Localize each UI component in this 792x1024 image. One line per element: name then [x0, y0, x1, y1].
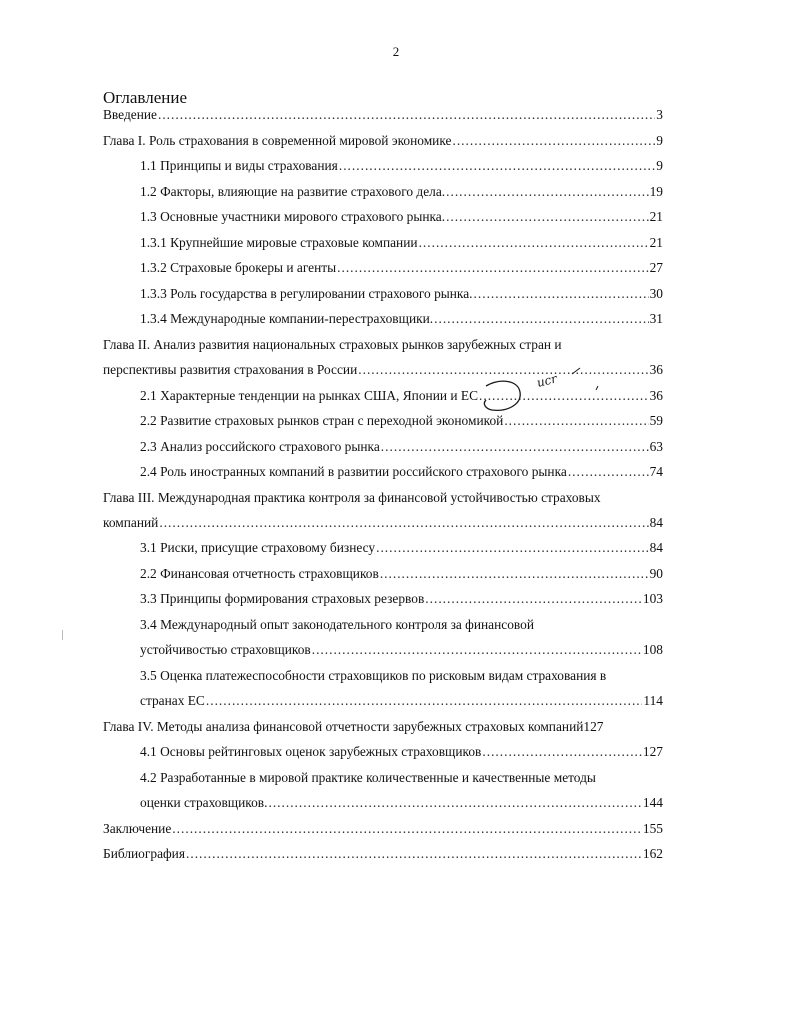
toc-entry-title: оценки страховщиков. [140, 795, 268, 810]
toc-entry-3-1[interactable] [140, 539, 663, 557]
toc-entry-page: 84 [649, 540, 663, 555]
toc-entry-title: Глава IV. Методы анализа финансовой отчетности зарубежных страховых компаний [103, 719, 584, 734]
toc-entry-1-2[interactable] [140, 183, 663, 201]
toc-entry-page: 19 [649, 184, 663, 199]
dot-leader [446, 208, 649, 226]
toc-entry-title: компаний [103, 515, 159, 530]
dot-leader [186, 845, 642, 863]
toc-entry-1-3-2[interactable] [140, 259, 663, 277]
toc-entry-chapter-3[interactable] [103, 514, 663, 532]
toc-entry-page: 90 [649, 566, 663, 581]
toc-entry-page: 9 [656, 158, 663, 173]
toc-entry-3-4[interactable] [140, 641, 663, 659]
toc-entry-page: 127 [642, 744, 663, 759]
toc-entry-1-3-4[interactable] [140, 310, 663, 328]
dot-leader [446, 183, 648, 201]
toc-entry-chapter-2[interactable] [103, 361, 663, 379]
toc-entry-page: 3 [656, 107, 663, 122]
toc-entry-1-3-3[interactable] [140, 285, 663, 303]
toc-entry-conclusion[interactable] [103, 820, 663, 838]
toc-entry-title: Введение [103, 107, 157, 122]
margin-mark [62, 630, 63, 640]
toc-entry-title: 2.2 Финансовая отчетность страховщиков [140, 566, 379, 581]
toc-entry-title: 1.3.1 Крупнейшие мировые страховые компании [140, 235, 418, 250]
toc-entry-title: Заключение [103, 821, 172, 836]
toc-entry-title: 1.3.4 Международные компании-перестраховщики. [140, 311, 434, 326]
toc-entry-page: 74 [649, 464, 663, 479]
toc-entry-page: 162 [642, 846, 663, 861]
toc-entry-4-1[interactable] [140, 743, 663, 761]
toc-entry-page: 127 [583, 719, 604, 734]
toc-entry-title: 2.4 Роль иностранных компаний в развитии российского страхового рынка [140, 464, 567, 479]
toc-entry-2-3[interactable] [140, 438, 663, 456]
toc-entry-title: странах ЕС [140, 693, 205, 708]
toc-entry-chapter-2-line1[interactable]: Глава II. Анализ развития национальных страховых рынков зарубежных стран и [103, 337, 562, 352]
toc-entry-title: 1.3.2 Страховые брокеры и агенты [140, 260, 337, 275]
dot-leader [358, 361, 648, 379]
toc-entry-3-2[interactable] [140, 565, 663, 583]
toc-entry-title: 2.2 Развитие страховых рынков стран с переходной экономикой [140, 413, 504, 428]
toc-entry-page: 21 [649, 235, 663, 250]
handwritten-note: ucr [535, 371, 559, 390]
toc-entry-page: 36 [649, 388, 663, 403]
toc-entry-title: 3.3 Принципы формирования страховых резервов [140, 591, 425, 606]
toc-entry-page: 59 [649, 413, 663, 428]
toc-entry-2-1[interactable] [140, 387, 663, 405]
toc-entry-title: 1.3 Основные участники мирового страхового рынка. [140, 209, 446, 224]
toc-entry-chapter-1[interactable] [103, 132, 663, 150]
page-number: 2 [392, 44, 400, 59]
toc-entry-title: 2.3 Анализ российского страхового рынка [140, 439, 380, 454]
toc-entry-1-1[interactable] [140, 157, 663, 175]
dot-leader [158, 106, 655, 124]
toc-entry-chapter-3-line1[interactable]: Глава III. Международная практика контроля за финансовой устойчивостью страховых [103, 490, 601, 505]
toc-entry-page: 103 [642, 591, 663, 606]
toc-entry-3-4-line1[interactable]: 3.4 Международный опыт законодательного контроля за финансовой [140, 617, 535, 632]
dot-leader [206, 692, 643, 710]
toc-entry-page: 144 [642, 795, 663, 810]
dot-leader [376, 539, 649, 557]
dot-leader [482, 743, 642, 761]
dot-leader [381, 438, 649, 456]
toc-entry-introduction[interactable] [103, 106, 663, 124]
dot-leader [172, 820, 642, 838]
toc-entry-page: 36 [649, 362, 663, 377]
toc-entry-title: 1.3.3 Роль государства в регулировании страхового рынка. [140, 286, 473, 301]
toc-entry-page: 63 [649, 439, 663, 454]
dot-leader [380, 565, 649, 583]
toc-entry-page: 108 [642, 642, 663, 657]
toc-entry-bibliography[interactable] [103, 845, 663, 863]
dot-leader [568, 463, 649, 481]
dot-leader [504, 412, 648, 430]
toc-entry-3-3[interactable] [140, 590, 663, 608]
dot-leader [339, 157, 655, 175]
toc-entry-title: 3.1 Риски, присущие страховому бизнесу [140, 540, 376, 555]
toc-entry-1-3[interactable] [140, 208, 663, 226]
toc-entry-title: 2.1 Характерные тенденции на рынках США, Японии и ЕС [140, 388, 479, 403]
dot-leader [452, 132, 655, 150]
dot-leader [425, 590, 642, 608]
dot-leader [337, 259, 648, 277]
dot-leader [434, 310, 648, 328]
toc-entry-page: 84 [649, 515, 663, 530]
toc-entry-page: 9 [656, 133, 663, 148]
toc-entry-page: 114 [643, 693, 663, 708]
dot-leader [312, 641, 642, 659]
toc-entry-3-5[interactable] [140, 692, 663, 710]
toc-entry-page: 21 [649, 209, 663, 224]
toc-entry-page: 30 [649, 286, 663, 301]
toc-entry-1-3-1[interactable] [140, 234, 663, 252]
toc-entry-title: перспективы развития страхования в России [103, 362, 358, 377]
dot-leader [479, 387, 649, 405]
toc-entry-page: 31 [649, 311, 663, 326]
toc-entry-4-2-line1[interactable]: 4.2 Разработанные в мировой практике количественные и качественные методы [140, 770, 596, 785]
toc-entry-title: 1.2 Факторы, влияющие на развитие страхового дела. [140, 184, 446, 199]
toc-entry-chapter-4[interactable] [103, 718, 663, 736]
toc-entry-4-2[interactable] [140, 794, 663, 812]
toc-entry-title: Библиография [103, 846, 186, 861]
dot-leader [159, 514, 648, 532]
toc-entry-title: 4.1 Основы рейтинговых оценок зарубежных страховщиков [140, 744, 482, 759]
toc-entry-title: Глава I. Роль страхования в современной мировой экономике [103, 133, 452, 148]
toc-entry-2-4[interactable] [140, 463, 663, 481]
toc-entry-page: 155 [642, 821, 663, 836]
dot-leader [268, 794, 641, 812]
dot-leader [419, 234, 649, 252]
toc-entry-title: устойчивостью страховщиков [140, 642, 311, 657]
toc-entry-2-2[interactable] [140, 412, 663, 430]
toc-heading: Оглавление [103, 88, 187, 107]
toc-entry-title: 1.1 Принципы и виды страхования [140, 158, 338, 173]
toc-entry-3-5-line1[interactable]: 3.5 Оценка платежеспособности страховщиков по рисковым видам страхования в [140, 668, 607, 683]
dot-leader [474, 285, 649, 303]
toc-entry-page: 27 [649, 260, 663, 275]
